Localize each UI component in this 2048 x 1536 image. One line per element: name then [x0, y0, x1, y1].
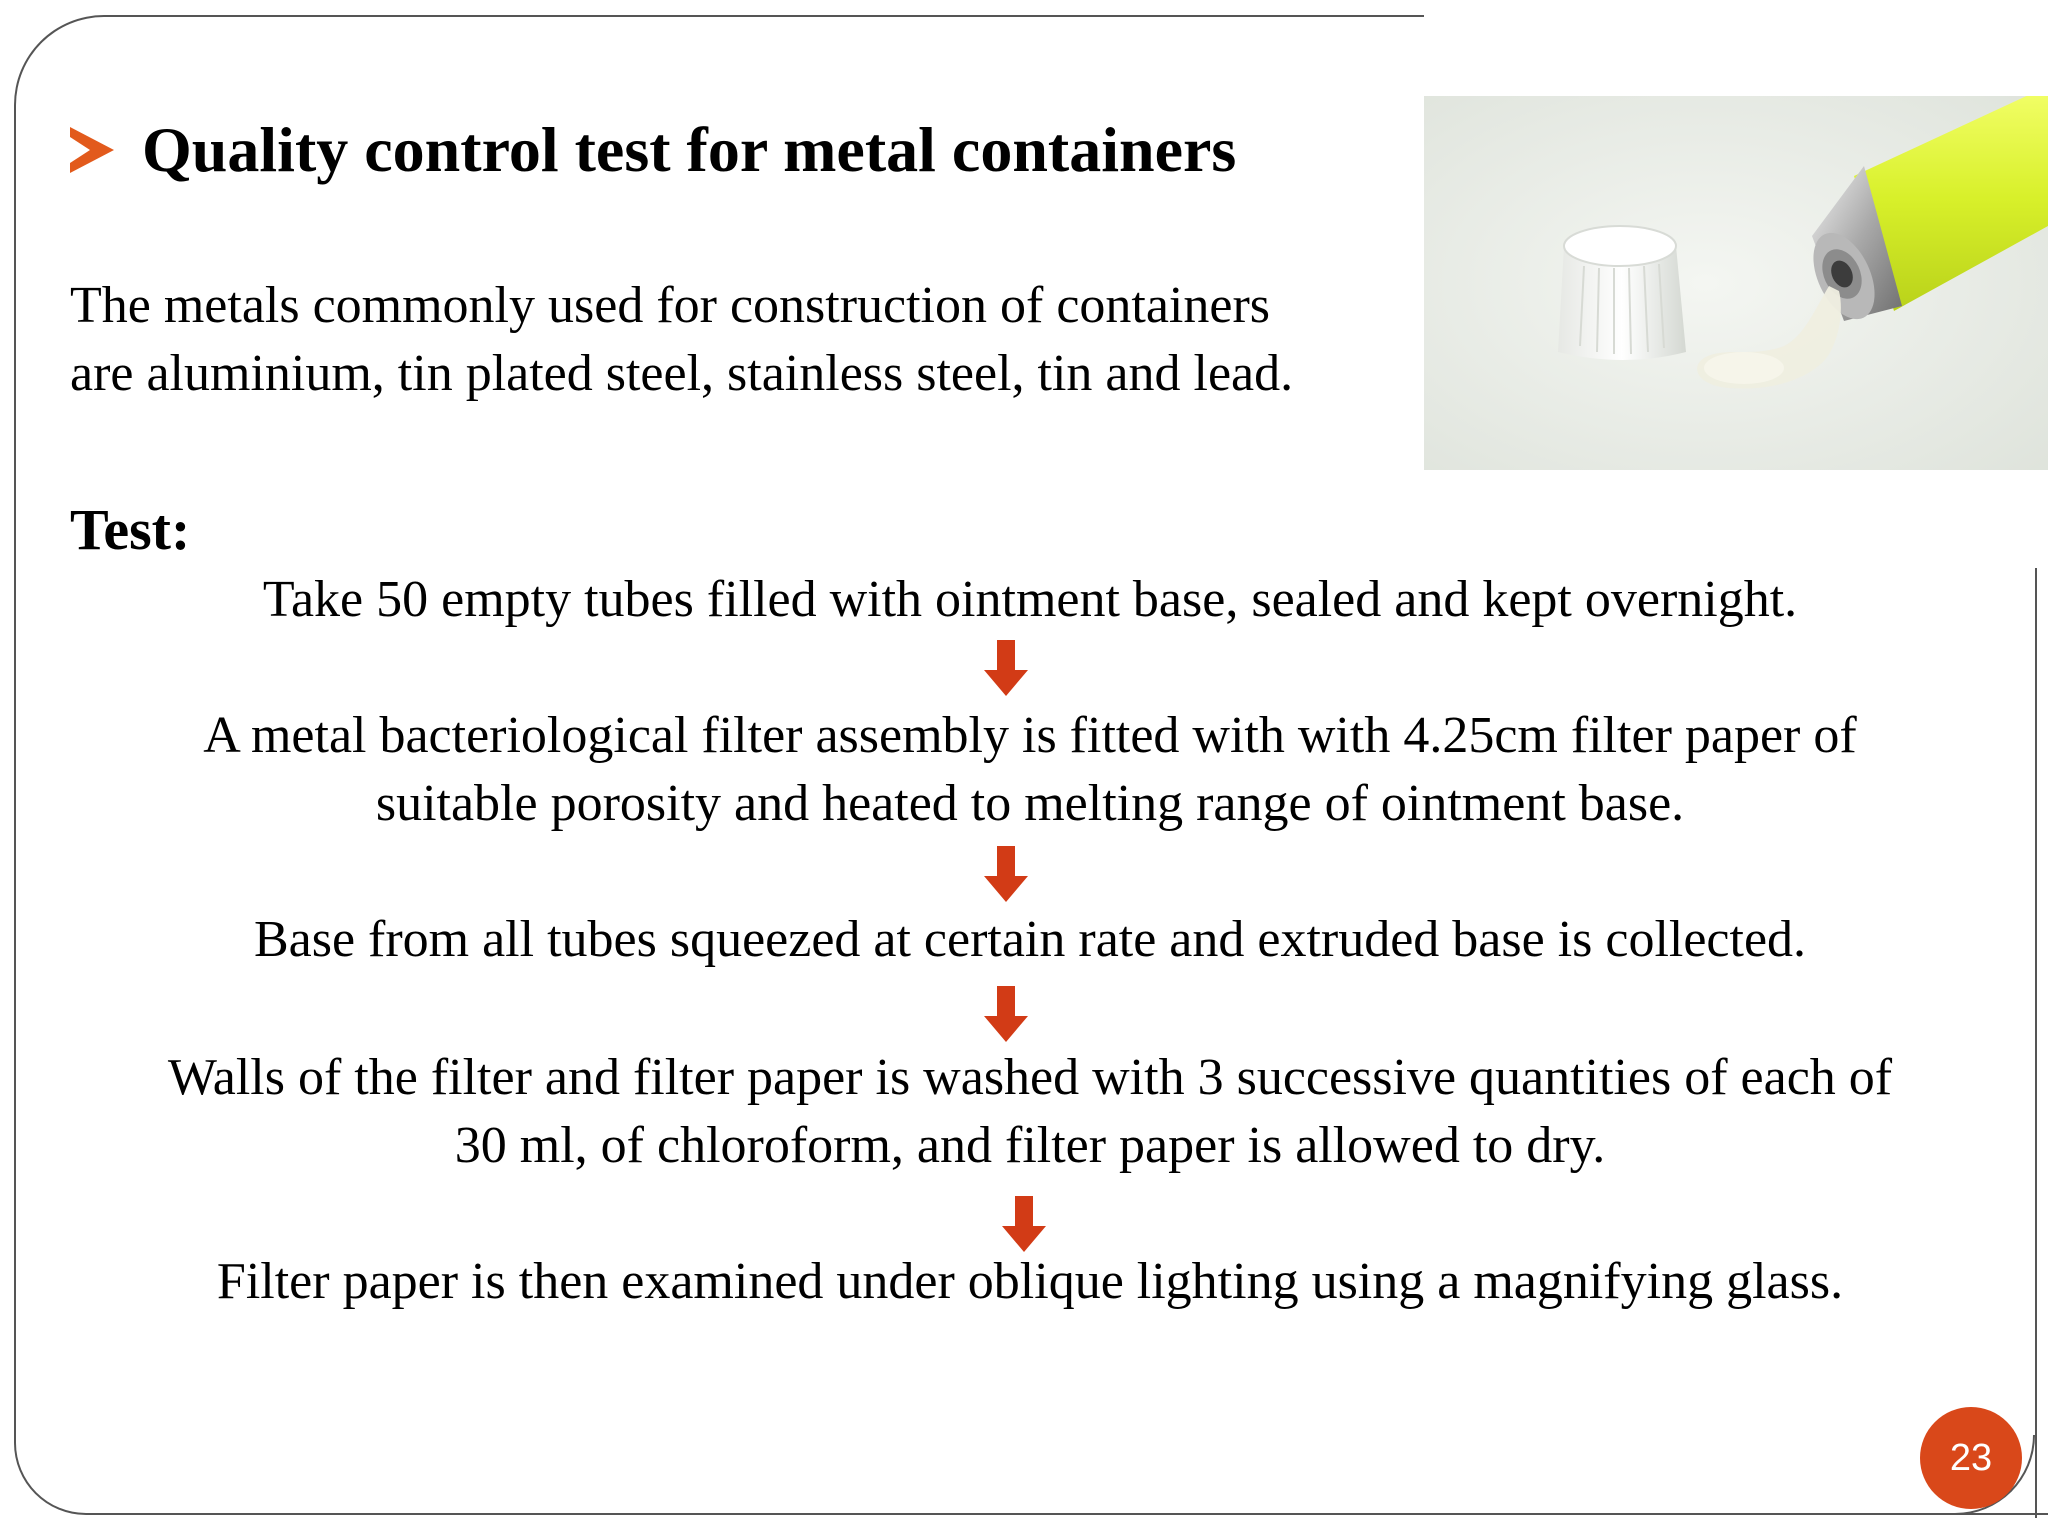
intro-paragraph	[70, 272, 1430, 408]
ointment-tube-image	[1424, 96, 2048, 470]
step-line: Take 50 empty tubes filled with ointment base, sealed and kept overnight.	[262, 571, 1798, 628]
step-line: Filter paper is then examined under oblique lighting using a magnifying glass.	[216, 1253, 1844, 1310]
frame-mask	[1424, 8, 2048, 22]
slide-frame-right-edge	[2035, 568, 2037, 1518]
down-arrow-icon	[984, 640, 1028, 696]
intro-line: are aluminium, tin plated steel, stainless steel, tin and lead.	[70, 345, 1294, 402]
step-3	[40, 906, 2020, 974]
down-arrow-icon	[1002, 1196, 1046, 1252]
down-arrow-icon	[984, 846, 1028, 902]
down-arrow-icon	[984, 986, 1028, 1042]
step-1	[40, 566, 2020, 634]
page-number-badge: 23	[1920, 1407, 2022, 1509]
step-2	[40, 702, 2020, 838]
step-line: suitable porosity and heated to melting range of ointment base.	[375, 775, 1685, 832]
slide-title: Quality control test for metal containers	[142, 114, 1237, 185]
step-4	[40, 1044, 2020, 1180]
title-row	[70, 108, 1236, 192]
step-line: Base from all tubes squeezed at certain rate and extruded base is collected.	[253, 911, 1807, 968]
ointment-tube-illustration	[1424, 96, 2048, 470]
orange-arrowhead-bullet-icon	[70, 127, 114, 173]
step-line: 30 ml, of chloroform, and filter paper is allowed to dry.	[454, 1117, 1606, 1174]
intro-line: The metals commonly used for construction of containers	[70, 277, 1271, 334]
test-heading: Test:	[70, 497, 191, 562]
step-5	[40, 1248, 2020, 1316]
step-line: A metal bacteriological filter assembly is fitted with with 4.25cm filter paper of	[203, 707, 1857, 764]
step-line: Walls of the filter and filter paper is washed with 3 successive quantities of each of	[167, 1049, 1893, 1106]
